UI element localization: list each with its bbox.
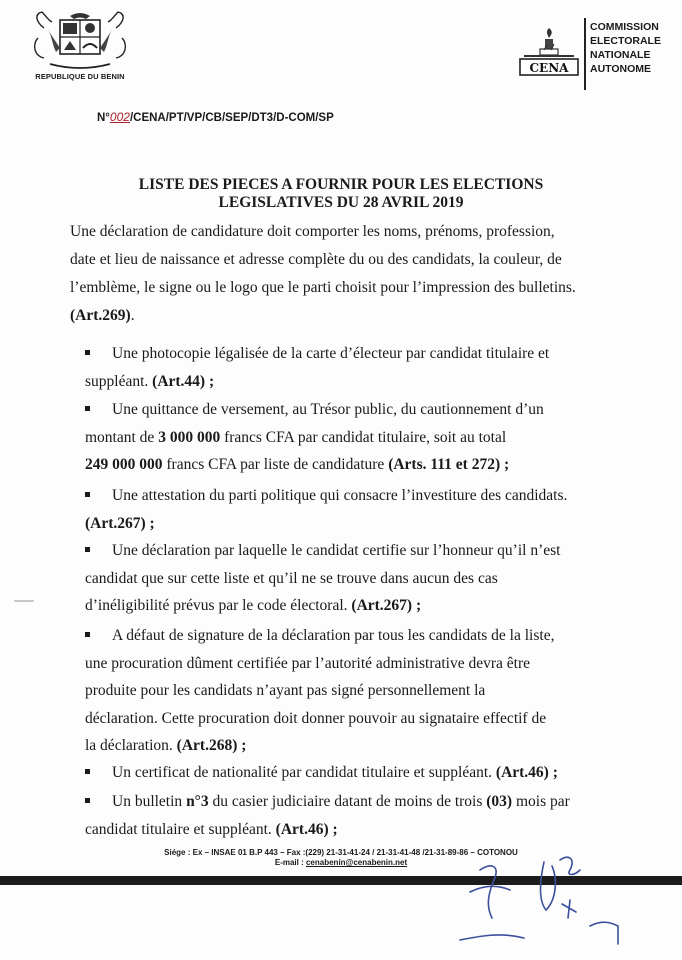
- list-item: [85, 537, 618, 620]
- list-item-line: candidat que sur cette liste et qu’il ne se trouve dans aucun des cas: [85, 569, 498, 587]
- list-item-line: produite pour les candidats n’ayant pas signé personnellement la: [85, 682, 486, 699]
- list-item-line: Un bulletin n°3 du casier judiciaire datant de moins de trois (03) mois par: [112, 793, 570, 810]
- list-item-line: la déclaration. (Art.268) ;: [85, 737, 247, 754]
- list-item-line: candidat titulaire et suppléant. (Art.46) ;: [85, 820, 338, 838]
- reference-handwritten-number: 002: [109, 110, 130, 124]
- list-item-line: Une photocopie légalisée de la carte d’électeur par candidat titulaire et: [112, 345, 550, 362]
- cena-logo-text: CENA: [529, 61, 569, 75]
- scan-mark: [14, 600, 34, 602]
- reference-code: /CENA/PT/VP/CB/SEP/DT3/D-COM/SP: [129, 112, 334, 124]
- cena-logo-icon: [518, 24, 580, 84]
- list-item: [85, 482, 618, 537]
- title-line: LISTE DES PIECES A FOURNIR POUR LES ELECTIONS: [138, 176, 544, 193]
- org-name-line: NATIONALE: [590, 49, 651, 61]
- list-item: [85, 396, 618, 479]
- list-item: [85, 788, 618, 843]
- footer-email-link[interactable]: cenabenin@cenabenin.net: [305, 858, 408, 867]
- list-item: [85, 759, 618, 787]
- bullet-marker: [85, 350, 90, 355]
- org-name-line: ELECTORALE: [590, 35, 661, 47]
- list-item-line: d’inéligibilité prévus par le code électoral. (Art.267) ;: [85, 597, 422, 614]
- cena-divider: [584, 18, 586, 90]
- bullet-marker: [85, 406, 90, 411]
- org-name-line: COMMISSION: [590, 21, 659, 33]
- bullet-marker: [85, 547, 90, 552]
- footer-address: Siége : Ex – INSAE 01 B.P 443 – Fax :(229) 21-31-41-24 / 21-31-41-48 /21-31-89-86 – COTONOU: [164, 848, 518, 857]
- list-item-line: suppléant. (Art.44) ;: [85, 372, 215, 390]
- intro-line: l’emblème, le signe ou le logo que le parti choisit pour l’impression des bulletins.: [70, 279, 576, 296]
- bullet-marker: [85, 492, 90, 497]
- bullet-marker: [85, 769, 90, 774]
- bullet-marker: [85, 632, 90, 637]
- intro-paragraph: [70, 218, 618, 330]
- list-item-line: déclaration. Cette procuration doit donner pouvoir au signataire effectif de: [85, 709, 547, 727]
- list-item-line: montant de 3 000 000 francs CFA par candidat titulaire, soit au total: [85, 428, 507, 446]
- reference-number: [97, 110, 334, 124]
- intro-line: date et lieu de naissance et adresse complète du ou des candidats, la couleur, de: [70, 251, 562, 268]
- list-item: [85, 340, 618, 395]
- country-name: REPUBLIQUE DU BENIN: [35, 72, 125, 81]
- reference-prefix: N°: [97, 112, 110, 124]
- list-item-line: 249 000 000 francs CFA par liste de candidature (Arts. 111 et 272) ;: [85, 456, 510, 473]
- intro-line: Une déclaration de candidature doit comporter les noms, prénoms, profession,: [70, 223, 555, 240]
- footer-email-label: E-mail :: [274, 858, 306, 867]
- list-item-line: A défaut de signature de la déclaration par tous les candidats de la liste,: [112, 627, 555, 644]
- list-item: [85, 622, 618, 760]
- list-item-line: Une attestation du parti politique qui consacre l’investiture des candidats.: [112, 487, 568, 504]
- benin-coat-of-arms-icon: [30, 8, 130, 70]
- list-item-line: Une déclaration par laquelle le candidat certifie sur l’honneur qu’il n’est: [112, 542, 561, 559]
- list-item-line: une procuration dûment certifiée par l’autorité administrative devra être: [85, 654, 530, 672]
- org-name-block: [590, 20, 661, 76]
- bullet-marker: [85, 798, 90, 803]
- org-name-line: AUTONOME: [590, 63, 652, 75]
- title-line: LEGISLATIVES DU 28 AVRIL 2019: [218, 194, 464, 211]
- intro-line: (Art.269).: [70, 307, 135, 324]
- list-item-line: (Art.267) ;: [85, 514, 155, 532]
- list-item-line: Une quittance de versement, au Trésor public, du cautionnement d’un: [112, 401, 544, 418]
- document-title: [0, 176, 682, 212]
- handwritten-initials: [440, 840, 670, 960]
- list-item-line: Un certificat de nationalité par candidat titulaire et suppléant. (Art.46) ;: [112, 764, 558, 781]
